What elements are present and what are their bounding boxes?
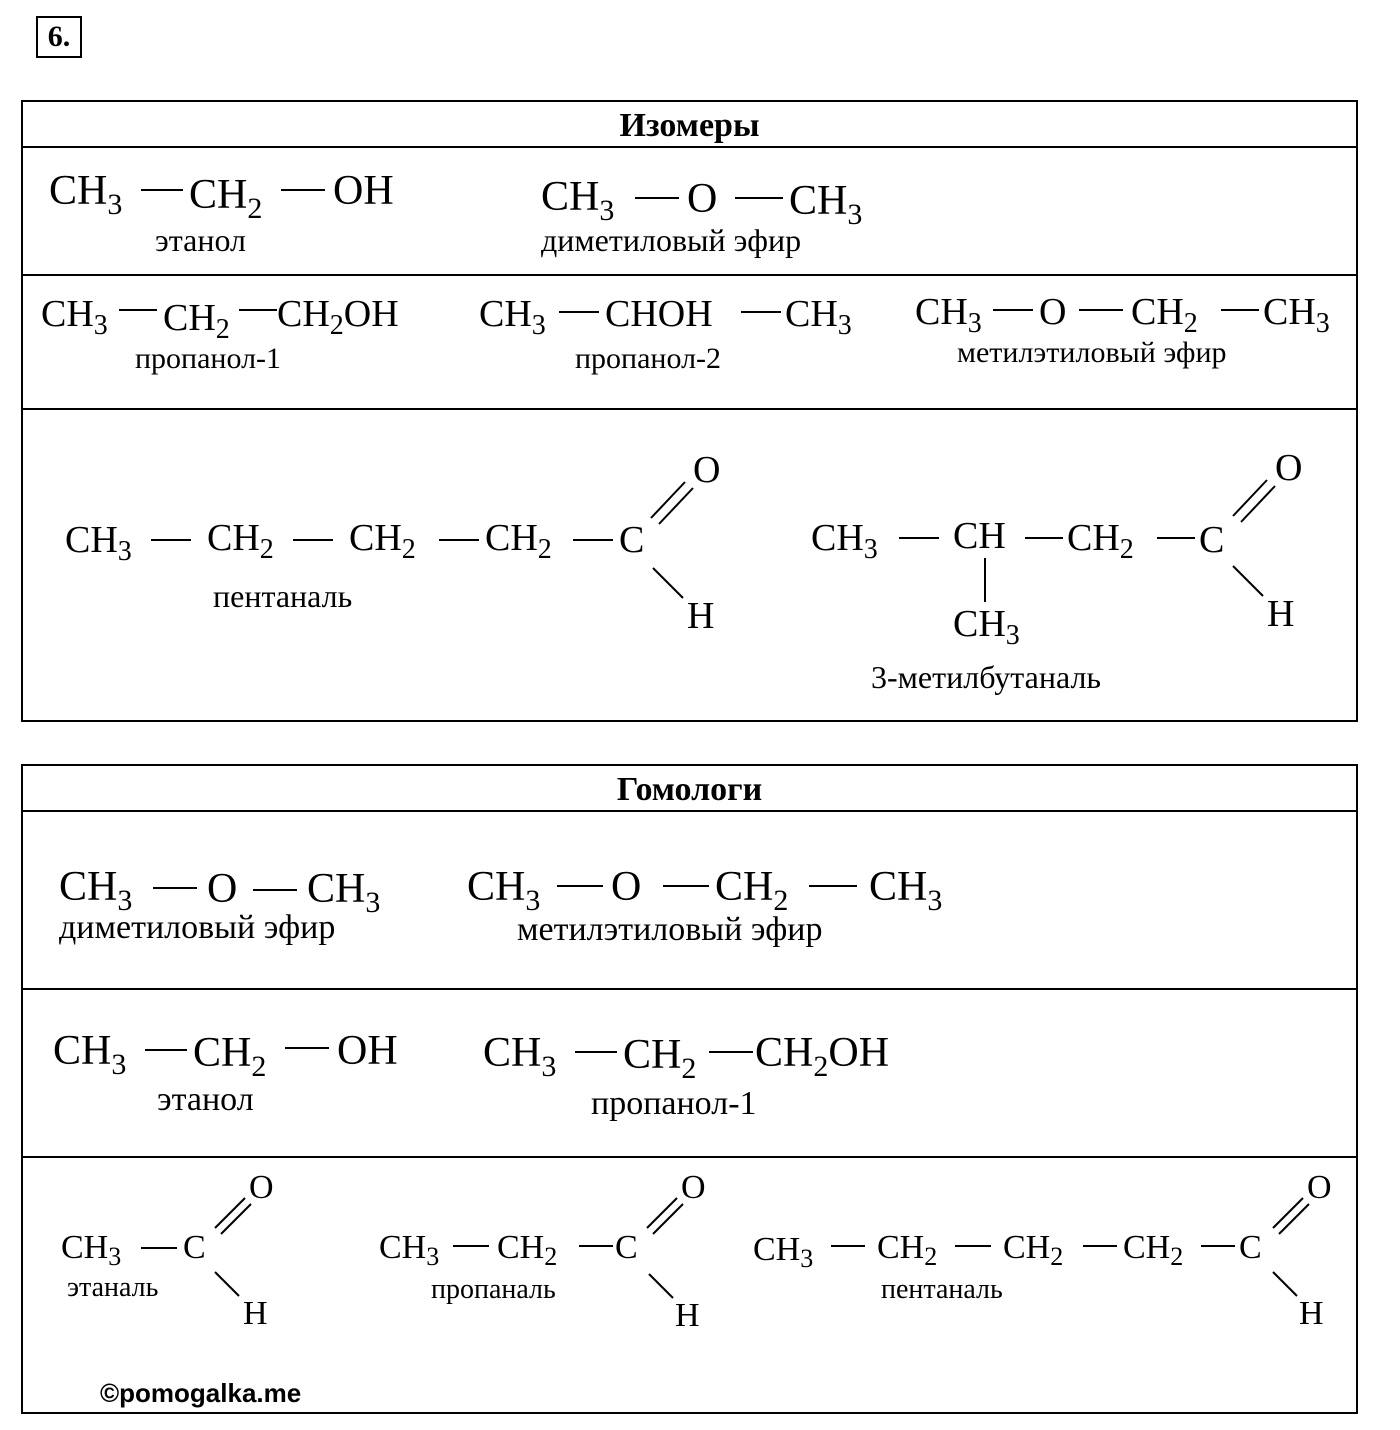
svg-text:CH3: $CH_3$ <box>59 864 133 917</box>
svg-text:O: O <box>1039 291 1067 333</box>
name-3-methylbutanal: 3-метилбутаналь <box>871 659 1101 695</box>
name-pentanal: пентаналь <box>213 578 353 614</box>
formula-propanol-2 <box>479 293 852 341</box>
isomers-row-3-drawing <box>23 410 1356 720</box>
svg-text:CH3: $CH_3$ <box>541 174 615 227</box>
homologs-row-3 <box>23 1158 1356 1412</box>
svg-text:CH2OH: $CH_2OH$ <box>755 1030 890 1083</box>
svg-text:CH2: $CH_2$ <box>1131 291 1198 339</box>
svg-text:CH2: $CH_2$ <box>189 172 263 225</box>
svg-text:CH2: $CH_2$ <box>1067 517 1134 565</box>
svg-text:CH3: $CH_3$ <box>869 864 943 917</box>
svg-text:CH3: $CH_3$ <box>379 1229 440 1271</box>
homologs-row-3-drawing <box>23 1158 1356 1412</box>
svg-text:CH3: $CH_3$ <box>49 168 123 221</box>
homologs-row-2-drawing <box>23 990 1356 1158</box>
svg-text:H: H <box>1267 593 1295 635</box>
name-dimethyl-ether: диметиловый эфир <box>541 222 802 258</box>
isomers-row-3 <box>23 410 1356 720</box>
svg-text:CH: CH <box>953 515 1006 557</box>
svg-text:CH3: $CH_3$ <box>785 293 852 341</box>
isomers-table <box>21 100 1358 722</box>
svg-text:O: O <box>611 864 642 910</box>
svg-text:O: O <box>681 1169 706 1206</box>
formula-ethanol <box>53 1028 398 1083</box>
svg-text:CH3: $CH_3$ <box>65 519 132 567</box>
svg-text:CH3: $CH_3$ <box>307 866 381 919</box>
isomers-row-1 <box>23 148 1356 276</box>
svg-text:H: H <box>1299 1295 1324 1332</box>
homologs-table <box>21 764 1358 1414</box>
svg-text:H: H <box>243 1295 268 1332</box>
name-dimethyl-ether: диметиловый эфир <box>59 909 336 946</box>
svg-text:C: C <box>619 519 645 561</box>
name-methyl-ethyl-ether: метилэтиловый эфир <box>957 336 1227 369</box>
formula-propanol-1 <box>41 293 399 345</box>
formula-methyl-ethyl-ether <box>915 291 1330 339</box>
name-propanol-2: пропанол-2 <box>575 342 722 375</box>
name-propanal: пропаналь <box>431 1274 556 1305</box>
svg-text:OH: OH <box>337 1028 398 1074</box>
isomers-row-2-drawing <box>23 276 1356 410</box>
svg-text:C: C <box>1239 1229 1262 1266</box>
formula-pentanal <box>65 449 720 637</box>
svg-text:O: O <box>693 449 721 491</box>
homologs-row-2 <box>23 990 1356 1158</box>
svg-text:CH3: $CH_3$ <box>953 603 1020 651</box>
name-ethanol: этанол <box>157 1081 254 1118</box>
svg-text:CH3: $CH_3$ <box>41 293 108 341</box>
svg-text:CH3: $CH_3$ <box>789 178 863 231</box>
svg-text:CHOH: CHOH <box>605 293 713 335</box>
svg-text:CH2: $CH_2$ <box>715 864 789 917</box>
svg-text:H: H <box>675 1297 700 1334</box>
svg-text:O: O <box>687 176 718 222</box>
svg-text:CH2: $CH_2$ <box>207 517 274 565</box>
svg-text:CH3: $CH_3$ <box>915 291 982 339</box>
svg-text:CH2: $CH_2$ <box>877 1229 938 1271</box>
svg-text:C: C <box>183 1229 206 1266</box>
formula-3-methylbutanal <box>811 447 1302 651</box>
isomers-row-1-drawing <box>23 148 1356 276</box>
svg-text:CH3: $CH_3$ <box>483 1030 557 1083</box>
homologs-title: Гомологи <box>23 766 1356 812</box>
svg-text:H: H <box>687 595 715 637</box>
svg-text:CH2: $CH_2$ <box>193 1030 267 1083</box>
formula-propanol-1 <box>483 1030 889 1085</box>
homologs-row-1 <box>23 812 1356 990</box>
svg-text:CH2OH: $CH_2OH$ <box>277 293 399 341</box>
name-ethanol: этанол <box>155 222 246 258</box>
svg-text:CH3: $CH_3$ <box>53 1028 127 1081</box>
svg-text:CH2: $CH_2$ <box>1003 1229 1064 1271</box>
name-ethanal: этаналь <box>67 1272 159 1303</box>
formula-methyl-ethyl-ether <box>467 864 942 917</box>
name-pentanal: пентаналь <box>881 1274 1003 1305</box>
svg-text:C: C <box>1199 519 1225 561</box>
svg-text:CH2: $CH_2$ <box>497 1229 558 1271</box>
svg-text:CH2: $CH_2$ <box>1123 1229 1184 1271</box>
svg-text:CH2: $CH_2$ <box>163 297 230 345</box>
name-propanol-1: пропанол-1 <box>135 342 282 375</box>
svg-text:CH2: $CH_2$ <box>349 517 416 565</box>
isomers-row-2 <box>23 276 1356 410</box>
svg-text:C: C <box>615 1229 638 1266</box>
name-methyl-ethyl-ether: метилэтиловый эфир <box>517 911 823 948</box>
name-propanol-1: пропанол-1 <box>591 1085 757 1122</box>
formula-propanal <box>379 1169 706 1334</box>
formula-ethanol <box>49 168 394 225</box>
svg-text:CH3: $CH_3$ <box>811 517 878 565</box>
problem-number: 6. <box>36 16 82 58</box>
svg-text:CH3: $CH_3$ <box>467 864 541 917</box>
svg-text:O: O <box>207 866 238 912</box>
svg-text:O: O <box>249 1169 274 1206</box>
svg-text:CH3: $CH_3$ <box>479 293 546 341</box>
formula-pentanal <box>753 1169 1332 1332</box>
svg-text:CH2: $CH_2$ <box>485 517 552 565</box>
svg-text:CH3: $CH_3$ <box>61 1229 122 1271</box>
svg-text:CH3: $CH_3$ <box>1263 291 1330 339</box>
formula-ethanal <box>61 1169 274 1332</box>
svg-text:O: O <box>1307 1169 1332 1206</box>
svg-text:CH3: $CH_3$ <box>753 1231 814 1273</box>
isomers-title: Изомеры <box>23 102 1356 148</box>
svg-text:OH: OH <box>333 168 394 214</box>
watermark: ©pomogalka.me <box>100 1378 302 1408</box>
homologs-row-1-drawing <box>23 812 1356 990</box>
svg-text:CH2: $CH_2$ <box>623 1032 697 1085</box>
svg-text:O: O <box>1275 447 1303 489</box>
